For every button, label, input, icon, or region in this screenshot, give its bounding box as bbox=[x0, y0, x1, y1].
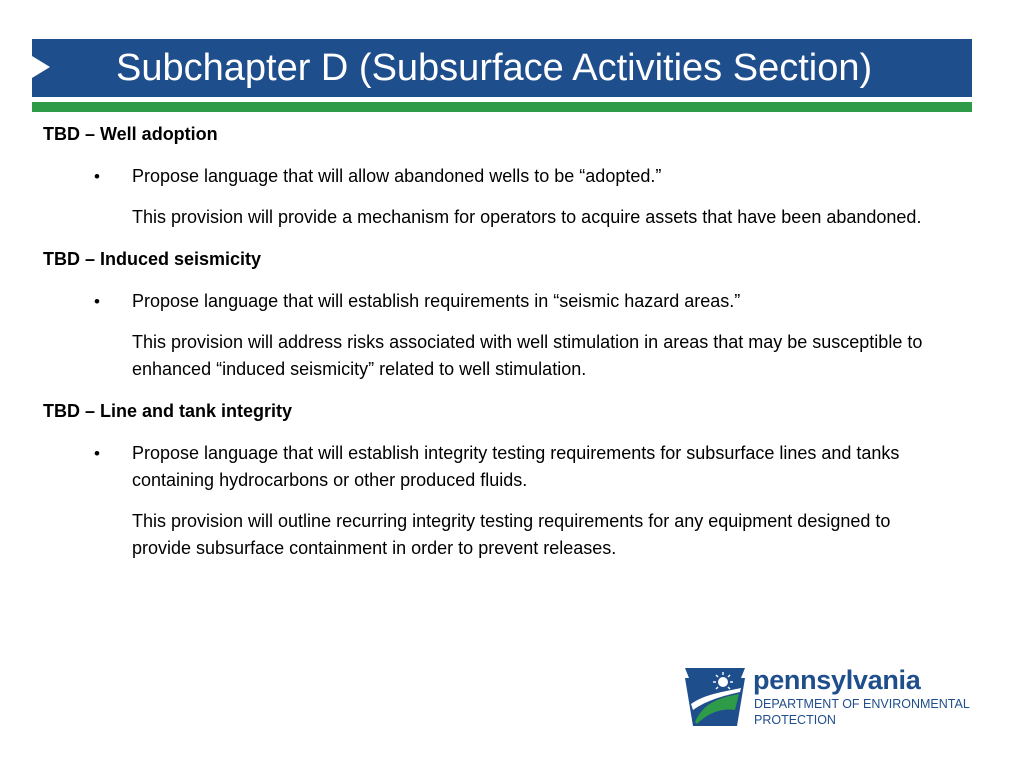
bullet-text: Propose language that will establish requirements in “seismic hazard areas.” bbox=[132, 291, 741, 311]
logo-department-line1: DEPARTMENT OF ENVIRONMENTAL bbox=[754, 697, 970, 711]
section-heading: TBD – Well adoption bbox=[43, 124, 218, 144]
section-line-tank-integrity bbox=[43, 398, 943, 562]
section-heading: TBD – Line and tank integrity bbox=[43, 401, 293, 421]
keystone-icon bbox=[683, 664, 747, 730]
logo-wordmark: pennsylvania bbox=[753, 665, 921, 695]
accent-bar bbox=[32, 102, 972, 112]
bullet-icon: • bbox=[94, 444, 100, 463]
section-heading: TBD – Induced seismicity bbox=[43, 249, 262, 269]
section-description: This provision will provide a mechanism for operators to acquire assets that have been abandoned. bbox=[132, 207, 922, 227]
arrow-icon bbox=[32, 56, 50, 78]
logo-department-line2: PROTECTION bbox=[754, 713, 836, 727]
bullet-icon: • bbox=[94, 292, 100, 311]
section-induced-seismicity bbox=[43, 246, 943, 383]
bullet-item bbox=[43, 440, 943, 494]
title-bar bbox=[32, 39, 972, 97]
section-well-adoption bbox=[43, 121, 943, 231]
section-description: This provision will outline recurring integrity testing requirements for any equipment designed to provide subsurface containment in order to prevent releases. bbox=[132, 511, 891, 558]
section-description: This provision will address risks associated with well stimulation in areas that may be susceptible to enhanced “induced seismicity” related to well stimulation. bbox=[132, 332, 923, 379]
bullet-item bbox=[43, 288, 943, 315]
slide-body bbox=[43, 121, 943, 577]
bullet-text: Propose language that will establish integrity testing requirements for subsurface lines and tanks containing hydrocarbons or other produced fluids. bbox=[132, 443, 900, 490]
bullet-text: Propose language that will allow abandoned wells to be “adopted.” bbox=[132, 166, 662, 186]
bullet-icon: • bbox=[94, 167, 100, 186]
slide-title: Subchapter D (Subsurface Activities Section) bbox=[116, 47, 873, 89]
pa-dep-logo bbox=[683, 664, 983, 730]
bullet-item bbox=[43, 163, 943, 190]
